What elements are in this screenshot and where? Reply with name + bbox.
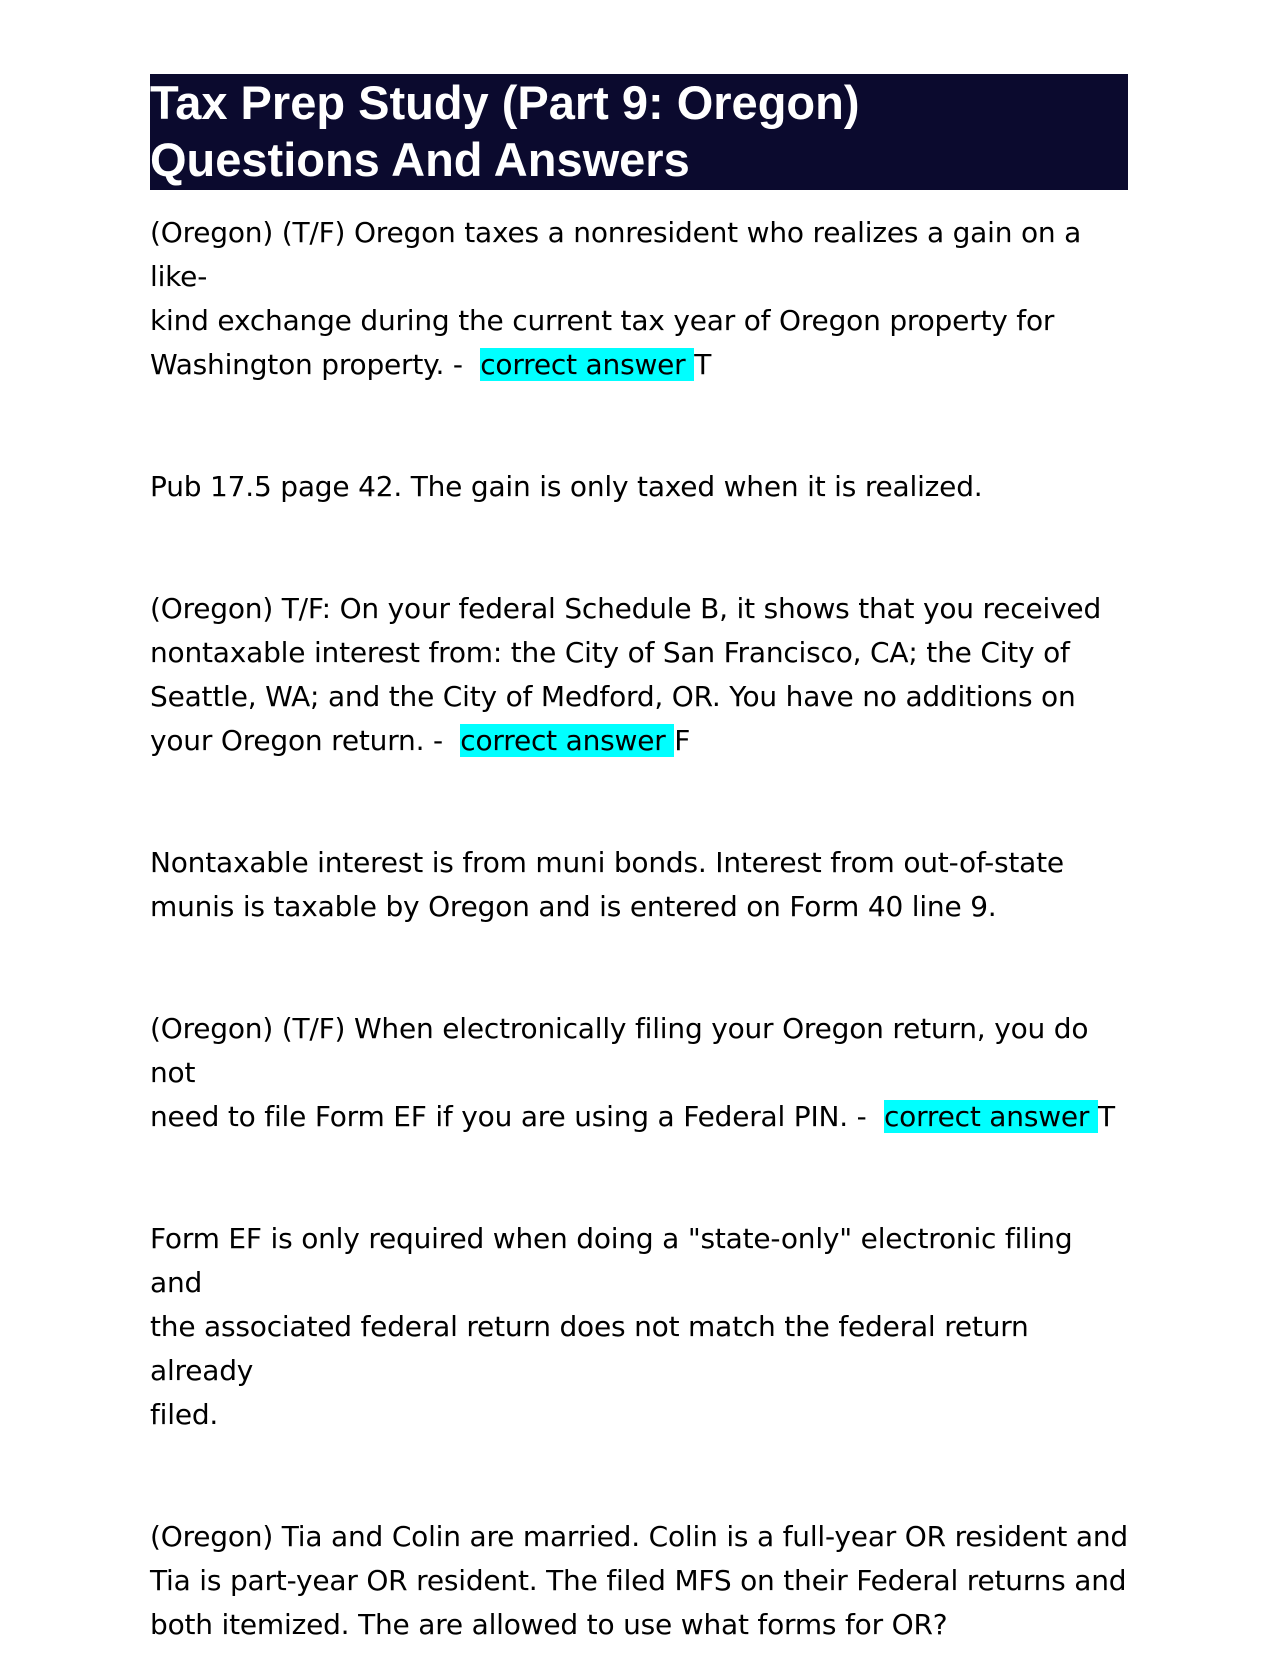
answer-value: T bbox=[694, 348, 712, 381]
question-3: (Oregon) (T/F) When electronically filing your Oregon return, you do not need to file Form EF if you are using a Federal PIN. - correct answer T bbox=[150, 1012, 1115, 1133]
explanation-3: Form EF is only required when doing a "state-only" electronic filing and the associated federal return does not match the federal return already filed. bbox=[150, 1222, 1073, 1431]
explanation-1: Pub 17.5 page 42. The gain is only taxed when it is realized. bbox=[150, 470, 983, 503]
question-4: (Oregon) Tia and Colin are married. Colin is a full-year OR resident and Tia is part-year OR resident. The filed MFS on their Federal returns and both itemized. The are allowed to use what forms for OR? bbox=[150, 1520, 1128, 1641]
answer-value: F bbox=[674, 724, 691, 757]
correct-answer-highlight: correct answer bbox=[480, 348, 695, 381]
answer-value: T bbox=[1097, 1100, 1115, 1133]
document-title bbox=[150, 74, 1128, 190]
question-1: (Oregon) (T/F) Oregon taxes a nonresident who realizes a gain on a like- kind exchange during the current tax year of Oregon property for Washington property. - correct answer T bbox=[150, 216, 1082, 381]
document-page bbox=[150, 74, 1128, 1647]
correct-answer-highlight: correct answer bbox=[883, 1100, 1098, 1133]
explanation-2: Nontaxable interest is from muni bonds. Interest from out-of-state munis is taxable by Oregon and is entered on Form 40 line 9. bbox=[150, 846, 1064, 923]
question-2: (Oregon) T/F: On your federal Schedule B, it shows that you received nontaxable interest from: the City of San Francisco, CA; the City of Seattle, WA; and the City of Medford, OR. You have no additions on your Oregon return. - correct answer F bbox=[150, 592, 1102, 757]
title-line-1: Tax Prep Study (Part 9: Oregon) bbox=[150, 76, 860, 129]
title-line-2: Questions And Answers bbox=[150, 133, 690, 186]
correct-answer-highlight: correct answer bbox=[460, 724, 675, 757]
